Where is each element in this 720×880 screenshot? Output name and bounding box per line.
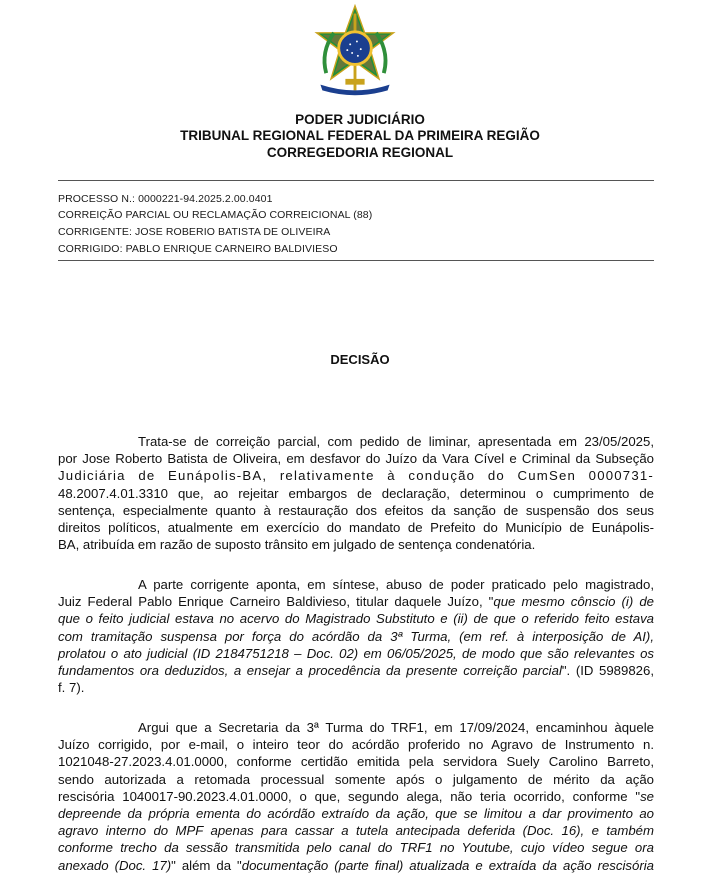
process-number: PROCESSO N.: 0000221-94.2025.2.00.0401 xyxy=(58,193,273,205)
p1-line: Judiciária de Eunápolis-BA, relativamente à condução do CumSen 0000731- xyxy=(58,468,654,484)
process-class: CORREIÇÃO PARCIAL OU RECLAMAÇÃO CORREICIONAL (88) xyxy=(58,209,373,221)
p3-line xyxy=(58,839,654,856)
p1-line: Trata-se de correição parcial, com pedido de liminar, apresentada em 23/05/2025, xyxy=(138,434,654,449)
p1-line: sentença, especialmente quanto à restauração dos efeitos da sanção de suspensão dos seus xyxy=(58,502,654,518)
p2-line: f. 7). xyxy=(58,680,85,696)
p2-text: Juiz Federal Pablo Enrique Carneiro Baldivieso, titular daquele Juízo, " xyxy=(58,594,494,610)
p1-line: por Jose Roberto Batista de Oliveira, em desfavor do Juízo da Vara Cível e Criminal da Subseção xyxy=(58,451,654,467)
p1-line: direitos políticos, atualmente em exercício do mandato de Prefeito do Município de Eunápolis- xyxy=(58,520,654,536)
p3-quote: agravo interno do MPF apenas para cassar a tutela antecipada deferida (Doc. 16), e também xyxy=(58,823,654,839)
top-divider xyxy=(58,180,654,181)
header-line-tribunal: TRIBUNAL REGIONAL FEDERAL DA PRIMEIRA REGIÃO xyxy=(180,128,540,143)
p3-line xyxy=(58,788,654,805)
p3-line xyxy=(58,805,654,822)
p1-line: 48.2007.4.01.3310 que, ao rejeitar embargos de declaração, determinou o cumprimento de xyxy=(58,485,654,501)
corrigente: CORRIGENTE: JOSE ROBERIO BATISTA DE OLIVEIRA xyxy=(58,226,331,238)
p2-text: ". (ID 5989826, xyxy=(561,663,654,679)
p3-quote: se xyxy=(640,788,654,804)
decision-title: DECISÃO xyxy=(330,352,390,367)
bottom-divider xyxy=(58,260,654,261)
p3-line xyxy=(58,857,654,874)
paragraph-1 xyxy=(58,433,654,553)
corrigido: CORRIGIDO: PABLO ENRIQUE CARNEIRO BALDIVIESO xyxy=(58,243,338,255)
p3-quote: documentação (parte final) atualizada e extraída da ação rescisória xyxy=(241,857,655,873)
p3-text: " além da " xyxy=(171,857,242,873)
header-line-corregedoria: CORREGEDORIA REGIONAL xyxy=(266,145,454,160)
p3-line: Argui que a Secretaria da 3ª Turma do TRF1, em 17/09/2024, encaminhou àquele xyxy=(138,720,654,735)
p2-quote: fundamentos ora deduzidos, a ensejar a procedência da presente correição parcial xyxy=(58,663,562,679)
p3-quote: depreende da própria ementa do acórdão extraído da ação, que se limitou a dar provimento ao xyxy=(58,806,654,822)
p2-quote: com tramitação suspensa por força do acórdão da 3ª Turma, (em ref. à interposição de AI), xyxy=(58,628,654,644)
p3-line: Juízo corrigido, por e-mail, o inteiro teor do acórdão proferido no Agravo de Instrumento n. xyxy=(58,737,654,753)
coat-of-arms-icon xyxy=(307,4,403,100)
p2-line xyxy=(58,628,654,645)
p3-text: rescisória 1040017-90.2023.4.01.0000, o que, segundo alega, não teria ocorrido, conforme " xyxy=(58,788,641,804)
header-line-poder-judiciario: PODER JUDICIÁRIO xyxy=(295,112,425,127)
p3-line: sendo autorizada a retomada processual somente após o julgamento de mérito da ação xyxy=(58,771,654,787)
p2-quote: que o feito judicial estava no acervo do Magistrado Substituto e (ii) de que o referido feito estava xyxy=(58,611,654,627)
paragraph-2 xyxy=(58,576,654,696)
p2-line: A parte corrigente aponta, em síntese, abuso de poder praticado pelo magistrado, xyxy=(138,577,654,592)
p3-quote: anexado (Doc. 17) xyxy=(58,857,172,873)
paragraph-3 xyxy=(58,719,654,874)
p1-line: BA, atribuída em razão de suposto trânsito em julgado de sentença condenatória. xyxy=(58,537,536,553)
p3-quote: conforme trecho da sessão transmitida pelo canal do TRF1 no Youtube, cujo vídeo segue ora xyxy=(58,840,654,856)
p2-quote: prolatou o ato judicial (ID 2184751218 – Doc. 02) em 06/05/2025, de modo que são relevantes os xyxy=(58,645,654,661)
p2-line xyxy=(58,645,654,662)
p3-line xyxy=(58,822,654,839)
p2-quote: que mesmo cônscio (i) de xyxy=(493,594,654,610)
p3-line: 1021048-27.2023.4.01.0000, conforme certidão emitida pela servidora Suely Carolino Barreto, xyxy=(58,754,654,770)
p2-line xyxy=(58,662,654,679)
p2-line xyxy=(58,593,654,610)
p2-line xyxy=(58,610,654,627)
